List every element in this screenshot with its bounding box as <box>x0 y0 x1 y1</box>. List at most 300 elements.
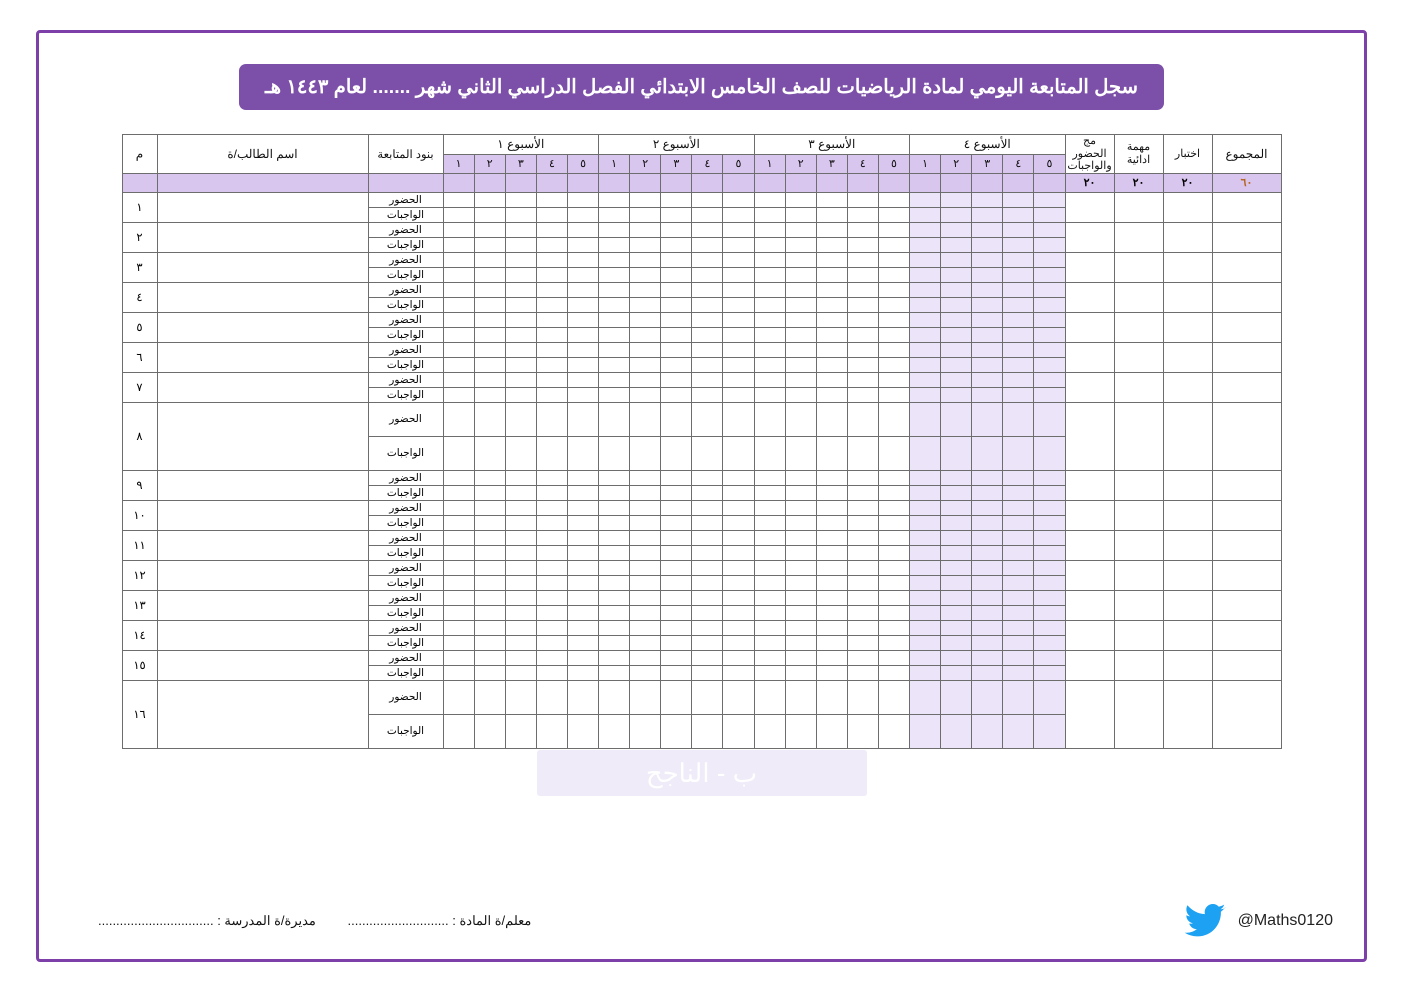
cell-attendance-homework-sum[interactable] <box>1065 620 1114 650</box>
cell-day[interactable] <box>630 590 661 605</box>
cell-day[interactable] <box>878 485 909 500</box>
cell-day[interactable] <box>785 560 816 575</box>
cell-day[interactable] <box>443 252 474 267</box>
cell-day[interactable] <box>443 267 474 282</box>
cell-test[interactable] <box>1163 222 1212 252</box>
cell-total[interactable] <box>1212 342 1281 372</box>
cell-day[interactable] <box>474 650 505 665</box>
cell-day[interactable] <box>443 515 474 530</box>
cell-day[interactable] <box>599 515 630 530</box>
cell-day[interactable] <box>599 252 630 267</box>
cell-day[interactable] <box>443 650 474 665</box>
cell-day[interactable] <box>785 237 816 252</box>
cell-day[interactable] <box>723 282 754 297</box>
cell-day[interactable] <box>816 500 847 515</box>
cell-day[interactable] <box>630 530 661 545</box>
cell-day[interactable] <box>723 680 754 714</box>
cell-day[interactable] <box>972 500 1003 515</box>
cell-total[interactable] <box>1212 620 1281 650</box>
cell-attendance-homework-sum[interactable] <box>1065 470 1114 500</box>
cell-day[interactable] <box>723 222 754 237</box>
cell-day[interactable] <box>847 620 878 635</box>
cell-day[interactable] <box>1003 575 1034 590</box>
cell-day[interactable] <box>1003 500 1034 515</box>
cell-day[interactable] <box>630 665 661 680</box>
cell-day[interactable] <box>816 665 847 680</box>
cell-day[interactable] <box>878 680 909 714</box>
cell-day[interactable] <box>972 192 1003 207</box>
cell-day[interactable] <box>1003 545 1034 560</box>
cell-performance-task[interactable] <box>1114 620 1163 650</box>
cell-day[interactable] <box>910 192 941 207</box>
cell-day[interactable] <box>599 436 630 470</box>
cell-test[interactable] <box>1163 650 1212 680</box>
cell-day[interactable] <box>816 620 847 635</box>
cell-day[interactable] <box>878 342 909 357</box>
cell-day[interactable] <box>1034 192 1065 207</box>
cell-day[interactable] <box>972 680 1003 714</box>
cell-day[interactable] <box>878 530 909 545</box>
cell-test[interactable] <box>1163 560 1212 590</box>
cell-total[interactable] <box>1212 402 1281 470</box>
cell-day[interactable] <box>847 237 878 252</box>
cell-day[interactable] <box>599 680 630 714</box>
cell-day[interactable] <box>816 327 847 342</box>
cell-day[interactable] <box>878 635 909 650</box>
cell-day[interactable] <box>474 207 505 222</box>
cell-day[interactable] <box>941 650 972 665</box>
cell-day[interactable] <box>941 267 972 282</box>
cell-day[interactable] <box>847 470 878 485</box>
cell-test[interactable] <box>1163 402 1212 470</box>
cell-performance-task[interactable] <box>1114 500 1163 530</box>
cell-day[interactable] <box>910 282 941 297</box>
cell-day[interactable] <box>816 222 847 237</box>
cell-attendance-homework-sum[interactable] <box>1065 222 1114 252</box>
cell-day[interactable] <box>692 714 723 748</box>
cell-day[interactable] <box>630 387 661 402</box>
cell-day[interactable] <box>1003 207 1034 222</box>
cell-day[interactable] <box>443 342 474 357</box>
cell-day[interactable] <box>816 387 847 402</box>
cell-day[interactable] <box>536 515 567 530</box>
cell-day[interactable] <box>972 545 1003 560</box>
cell-day[interactable] <box>910 207 941 222</box>
cell-day[interactable] <box>754 237 785 252</box>
cell-day[interactable] <box>536 282 567 297</box>
cell-day[interactable] <box>910 680 941 714</box>
cell-day[interactable] <box>692 500 723 515</box>
cell-day[interactable] <box>661 650 692 665</box>
cell-day[interactable] <box>1003 267 1034 282</box>
cell-day[interactable] <box>1034 267 1065 282</box>
cell-day[interactable] <box>754 500 785 515</box>
cell-day[interactable] <box>692 485 723 500</box>
cell-day[interactable] <box>816 560 847 575</box>
cell-day[interactable] <box>754 342 785 357</box>
cell-day[interactable] <box>972 372 1003 387</box>
cell-day[interactable] <box>1034 372 1065 387</box>
cell-day[interactable] <box>754 485 785 500</box>
cell-day[interactable] <box>910 605 941 620</box>
cell-day[interactable] <box>1003 680 1034 714</box>
cell-test[interactable] <box>1163 252 1212 282</box>
cell-day[interactable] <box>723 605 754 620</box>
cell-day[interactable] <box>505 680 536 714</box>
cell-day[interactable] <box>474 620 505 635</box>
cell-day[interactable] <box>568 545 599 560</box>
cell-day[interactable] <box>847 222 878 237</box>
cell-test[interactable] <box>1163 500 1212 530</box>
cell-day[interactable] <box>474 635 505 650</box>
cell-day[interactable] <box>847 560 878 575</box>
cell-day[interactable] <box>661 680 692 714</box>
cell-day[interactable] <box>536 620 567 635</box>
cell-day[interactable] <box>910 560 941 575</box>
cell-day[interactable] <box>1034 714 1065 748</box>
cell-day[interactable] <box>878 267 909 282</box>
cell-day[interactable] <box>754 605 785 620</box>
cell-day[interactable] <box>847 267 878 282</box>
cell-day[interactable] <box>536 605 567 620</box>
cell-day[interactable] <box>910 665 941 680</box>
cell-performance-task[interactable] <box>1114 590 1163 620</box>
cell-day[interactable] <box>972 560 1003 575</box>
cell-attendance-homework-sum[interactable] <box>1065 680 1114 748</box>
cell-day[interactable] <box>847 605 878 620</box>
cell-total[interactable] <box>1212 312 1281 342</box>
cell-day[interactable] <box>910 515 941 530</box>
cell-day[interactable] <box>910 237 941 252</box>
cell-day[interactable] <box>847 545 878 560</box>
cell-day[interactable] <box>599 650 630 665</box>
cell-day[interactable] <box>972 357 1003 372</box>
cell-student-name[interactable] <box>157 252 368 282</box>
cell-day[interactable] <box>723 470 754 485</box>
cell-day[interactable] <box>941 665 972 680</box>
cell-day[interactable] <box>1003 560 1034 575</box>
cell-day[interactable] <box>568 207 599 222</box>
cell-day[interactable] <box>474 436 505 470</box>
cell-day[interactable] <box>847 297 878 312</box>
cell-day[interactable] <box>972 650 1003 665</box>
cell-day[interactable] <box>661 342 692 357</box>
cell-day[interactable] <box>568 680 599 714</box>
cell-day[interactable] <box>785 297 816 312</box>
cell-day[interactable] <box>661 530 692 545</box>
cell-day[interactable] <box>910 252 941 267</box>
cell-day[interactable] <box>723 312 754 327</box>
cell-total[interactable] <box>1212 530 1281 560</box>
cell-day[interactable] <box>474 372 505 387</box>
cell-day[interactable] <box>661 207 692 222</box>
cell-day[interactable] <box>910 342 941 357</box>
cell-day[interactable] <box>599 312 630 327</box>
cell-day[interactable] <box>754 680 785 714</box>
cell-day[interactable] <box>847 192 878 207</box>
cell-day[interactable] <box>661 545 692 560</box>
cell-day[interactable] <box>1034 590 1065 605</box>
cell-day[interactable] <box>1003 282 1034 297</box>
cell-day[interactable] <box>941 575 972 590</box>
cell-day[interactable] <box>1034 222 1065 237</box>
cell-day[interactable] <box>785 252 816 267</box>
cell-day[interactable] <box>599 485 630 500</box>
cell-day[interactable] <box>443 357 474 372</box>
cell-total[interactable] <box>1212 222 1281 252</box>
cell-day[interactable] <box>1003 327 1034 342</box>
cell-day[interactable] <box>878 192 909 207</box>
cell-day[interactable] <box>536 665 567 680</box>
cell-day[interactable] <box>474 605 505 620</box>
cell-day[interactable] <box>599 620 630 635</box>
cell-day[interactable] <box>972 515 1003 530</box>
cell-day[interactable] <box>910 387 941 402</box>
cell-day[interactable] <box>536 500 567 515</box>
cell-day[interactable] <box>630 297 661 312</box>
cell-day[interactable] <box>692 590 723 605</box>
cell-day[interactable] <box>816 485 847 500</box>
cell-day[interactable] <box>847 590 878 605</box>
cell-day[interactable] <box>505 372 536 387</box>
cell-day[interactable] <box>941 282 972 297</box>
cell-day[interactable] <box>878 207 909 222</box>
cell-day[interactable] <box>1003 515 1034 530</box>
cell-day[interactable] <box>661 297 692 312</box>
cell-day[interactable] <box>599 545 630 560</box>
cell-day[interactable] <box>536 530 567 545</box>
cell-day[interactable] <box>847 342 878 357</box>
cell-day[interactable] <box>568 402 599 436</box>
cell-day[interactable] <box>661 267 692 282</box>
cell-day[interactable] <box>723 342 754 357</box>
cell-day[interactable] <box>972 714 1003 748</box>
cell-day[interactable] <box>723 387 754 402</box>
cell-day[interactable] <box>1034 665 1065 680</box>
cell-day[interactable] <box>754 252 785 267</box>
cell-day[interactable] <box>568 312 599 327</box>
cell-day[interactable] <box>723 714 754 748</box>
cell-day[interactable] <box>505 327 536 342</box>
cell-day[interactable] <box>474 590 505 605</box>
cell-day[interactable] <box>474 714 505 748</box>
cell-day[interactable] <box>1003 665 1034 680</box>
cell-day[interactable] <box>692 545 723 560</box>
cell-day[interactable] <box>816 436 847 470</box>
cell-day[interactable] <box>443 402 474 436</box>
cell-day[interactable] <box>785 530 816 545</box>
cell-day[interactable] <box>972 327 1003 342</box>
cell-day[interactable] <box>723 402 754 436</box>
cell-day[interactable] <box>536 470 567 485</box>
cell-day[interactable] <box>785 436 816 470</box>
cell-day[interactable] <box>1003 402 1034 436</box>
cell-day[interactable] <box>1034 545 1065 560</box>
cell-day[interactable] <box>536 575 567 590</box>
cell-day[interactable] <box>692 436 723 470</box>
cell-day[interactable] <box>785 282 816 297</box>
cell-day[interactable] <box>443 635 474 650</box>
cell-day[interactable] <box>972 485 1003 500</box>
cell-day[interactable] <box>1034 485 1065 500</box>
cell-day[interactable] <box>692 515 723 530</box>
cell-day[interactable] <box>661 714 692 748</box>
cell-day[interactable] <box>972 605 1003 620</box>
cell-day[interactable] <box>1003 590 1034 605</box>
cell-day[interactable] <box>754 470 785 485</box>
cell-day[interactable] <box>847 402 878 436</box>
cell-day[interactable] <box>692 282 723 297</box>
cell-day[interactable] <box>536 312 567 327</box>
cell-day[interactable] <box>785 342 816 357</box>
cell-day[interactable] <box>754 357 785 372</box>
cell-day[interactable] <box>568 485 599 500</box>
cell-day[interactable] <box>505 500 536 515</box>
cell-day[interactable] <box>723 545 754 560</box>
cell-test[interactable] <box>1163 680 1212 748</box>
cell-day[interactable] <box>505 267 536 282</box>
cell-day[interactable] <box>941 327 972 342</box>
cell-day[interactable] <box>505 282 536 297</box>
cell-day[interactable] <box>630 650 661 665</box>
cell-day[interactable] <box>723 297 754 312</box>
cell-day[interactable] <box>723 192 754 207</box>
cell-day[interactable] <box>910 575 941 590</box>
cell-day[interactable] <box>536 485 567 500</box>
cell-day[interactable] <box>443 590 474 605</box>
cell-day[interactable] <box>878 620 909 635</box>
cell-test[interactable] <box>1163 372 1212 402</box>
cell-day[interactable] <box>785 650 816 665</box>
cell-day[interactable] <box>599 605 630 620</box>
cell-day[interactable] <box>568 327 599 342</box>
cell-day[interactable] <box>1034 237 1065 252</box>
cell-day[interactable] <box>816 297 847 312</box>
cell-day[interactable] <box>754 222 785 237</box>
cell-day[interactable] <box>910 297 941 312</box>
cell-day[interactable] <box>754 436 785 470</box>
cell-day[interactable] <box>847 312 878 327</box>
cell-day[interactable] <box>785 545 816 560</box>
cell-day[interactable] <box>1003 222 1034 237</box>
cell-day[interactable] <box>443 207 474 222</box>
cell-day[interactable] <box>661 470 692 485</box>
cell-attendance-homework-sum[interactable] <box>1065 560 1114 590</box>
cell-day[interactable] <box>754 297 785 312</box>
cell-day[interactable] <box>723 485 754 500</box>
cell-day[interactable] <box>816 372 847 387</box>
cell-day[interactable] <box>692 605 723 620</box>
cell-day[interactable] <box>599 192 630 207</box>
cell-day[interactable] <box>941 252 972 267</box>
cell-day[interactable] <box>568 620 599 635</box>
cell-day[interactable] <box>847 680 878 714</box>
cell-day[interactable] <box>505 560 536 575</box>
cell-day[interactable] <box>474 560 505 575</box>
cell-day[interactable] <box>816 267 847 282</box>
cell-day[interactable] <box>630 635 661 650</box>
cell-day[interactable] <box>785 575 816 590</box>
cell-day[interactable] <box>816 402 847 436</box>
cell-day[interactable] <box>536 192 567 207</box>
cell-day[interactable] <box>1034 327 1065 342</box>
cell-day[interactable] <box>474 485 505 500</box>
cell-day[interactable] <box>1003 372 1034 387</box>
cell-day[interactable] <box>754 714 785 748</box>
cell-day[interactable] <box>816 282 847 297</box>
cell-day[interactable] <box>785 485 816 500</box>
cell-day[interactable] <box>505 530 536 545</box>
cell-day[interactable] <box>1003 650 1034 665</box>
cell-day[interactable] <box>816 312 847 327</box>
cell-day[interactable] <box>878 560 909 575</box>
cell-day[interactable] <box>785 327 816 342</box>
cell-day[interactable] <box>972 590 1003 605</box>
cell-day[interactable] <box>599 282 630 297</box>
cell-day[interactable] <box>785 590 816 605</box>
cell-day[interactable] <box>474 267 505 282</box>
cell-day[interactable] <box>972 342 1003 357</box>
cell-day[interactable] <box>1034 530 1065 545</box>
cell-day[interactable] <box>630 267 661 282</box>
cell-day[interactable] <box>941 605 972 620</box>
cell-day[interactable] <box>723 515 754 530</box>
cell-day[interactable] <box>1003 192 1034 207</box>
cell-day[interactable] <box>599 207 630 222</box>
cell-student-name[interactable] <box>157 590 368 620</box>
cell-day[interactable] <box>599 237 630 252</box>
cell-day[interactable] <box>847 665 878 680</box>
cell-day[interactable] <box>536 650 567 665</box>
cell-day[interactable] <box>661 372 692 387</box>
cell-day[interactable] <box>972 312 1003 327</box>
cell-day[interactable] <box>474 342 505 357</box>
cell-day[interactable] <box>661 387 692 402</box>
cell-day[interactable] <box>568 297 599 312</box>
cell-day[interactable] <box>443 605 474 620</box>
cell-day[interactable] <box>568 590 599 605</box>
cell-student-name[interactable] <box>157 282 368 312</box>
cell-day[interactable] <box>816 515 847 530</box>
cell-day[interactable] <box>941 590 972 605</box>
cell-day[interactable] <box>785 312 816 327</box>
cell-day[interactable] <box>910 650 941 665</box>
cell-day[interactable] <box>599 222 630 237</box>
cell-day[interactable] <box>474 282 505 297</box>
cell-day[interactable] <box>443 192 474 207</box>
cell-day[interactable] <box>1003 436 1034 470</box>
cell-day[interactable] <box>661 402 692 436</box>
cell-day[interactable] <box>661 620 692 635</box>
cell-day[interactable] <box>972 665 1003 680</box>
cell-day[interactable] <box>723 500 754 515</box>
cell-day[interactable] <box>568 372 599 387</box>
cell-total[interactable] <box>1212 590 1281 620</box>
cell-day[interactable] <box>1034 282 1065 297</box>
cell-day[interactable] <box>847 436 878 470</box>
cell-day[interactable] <box>754 560 785 575</box>
cell-day[interactable] <box>878 387 909 402</box>
cell-day[interactable] <box>568 436 599 470</box>
cell-day[interactable] <box>878 650 909 665</box>
cell-day[interactable] <box>474 545 505 560</box>
cell-day[interactable] <box>972 402 1003 436</box>
cell-test[interactable] <box>1163 470 1212 500</box>
cell-day[interactable] <box>878 470 909 485</box>
cell-day[interactable] <box>474 297 505 312</box>
cell-day[interactable] <box>505 485 536 500</box>
cell-day[interactable] <box>785 192 816 207</box>
